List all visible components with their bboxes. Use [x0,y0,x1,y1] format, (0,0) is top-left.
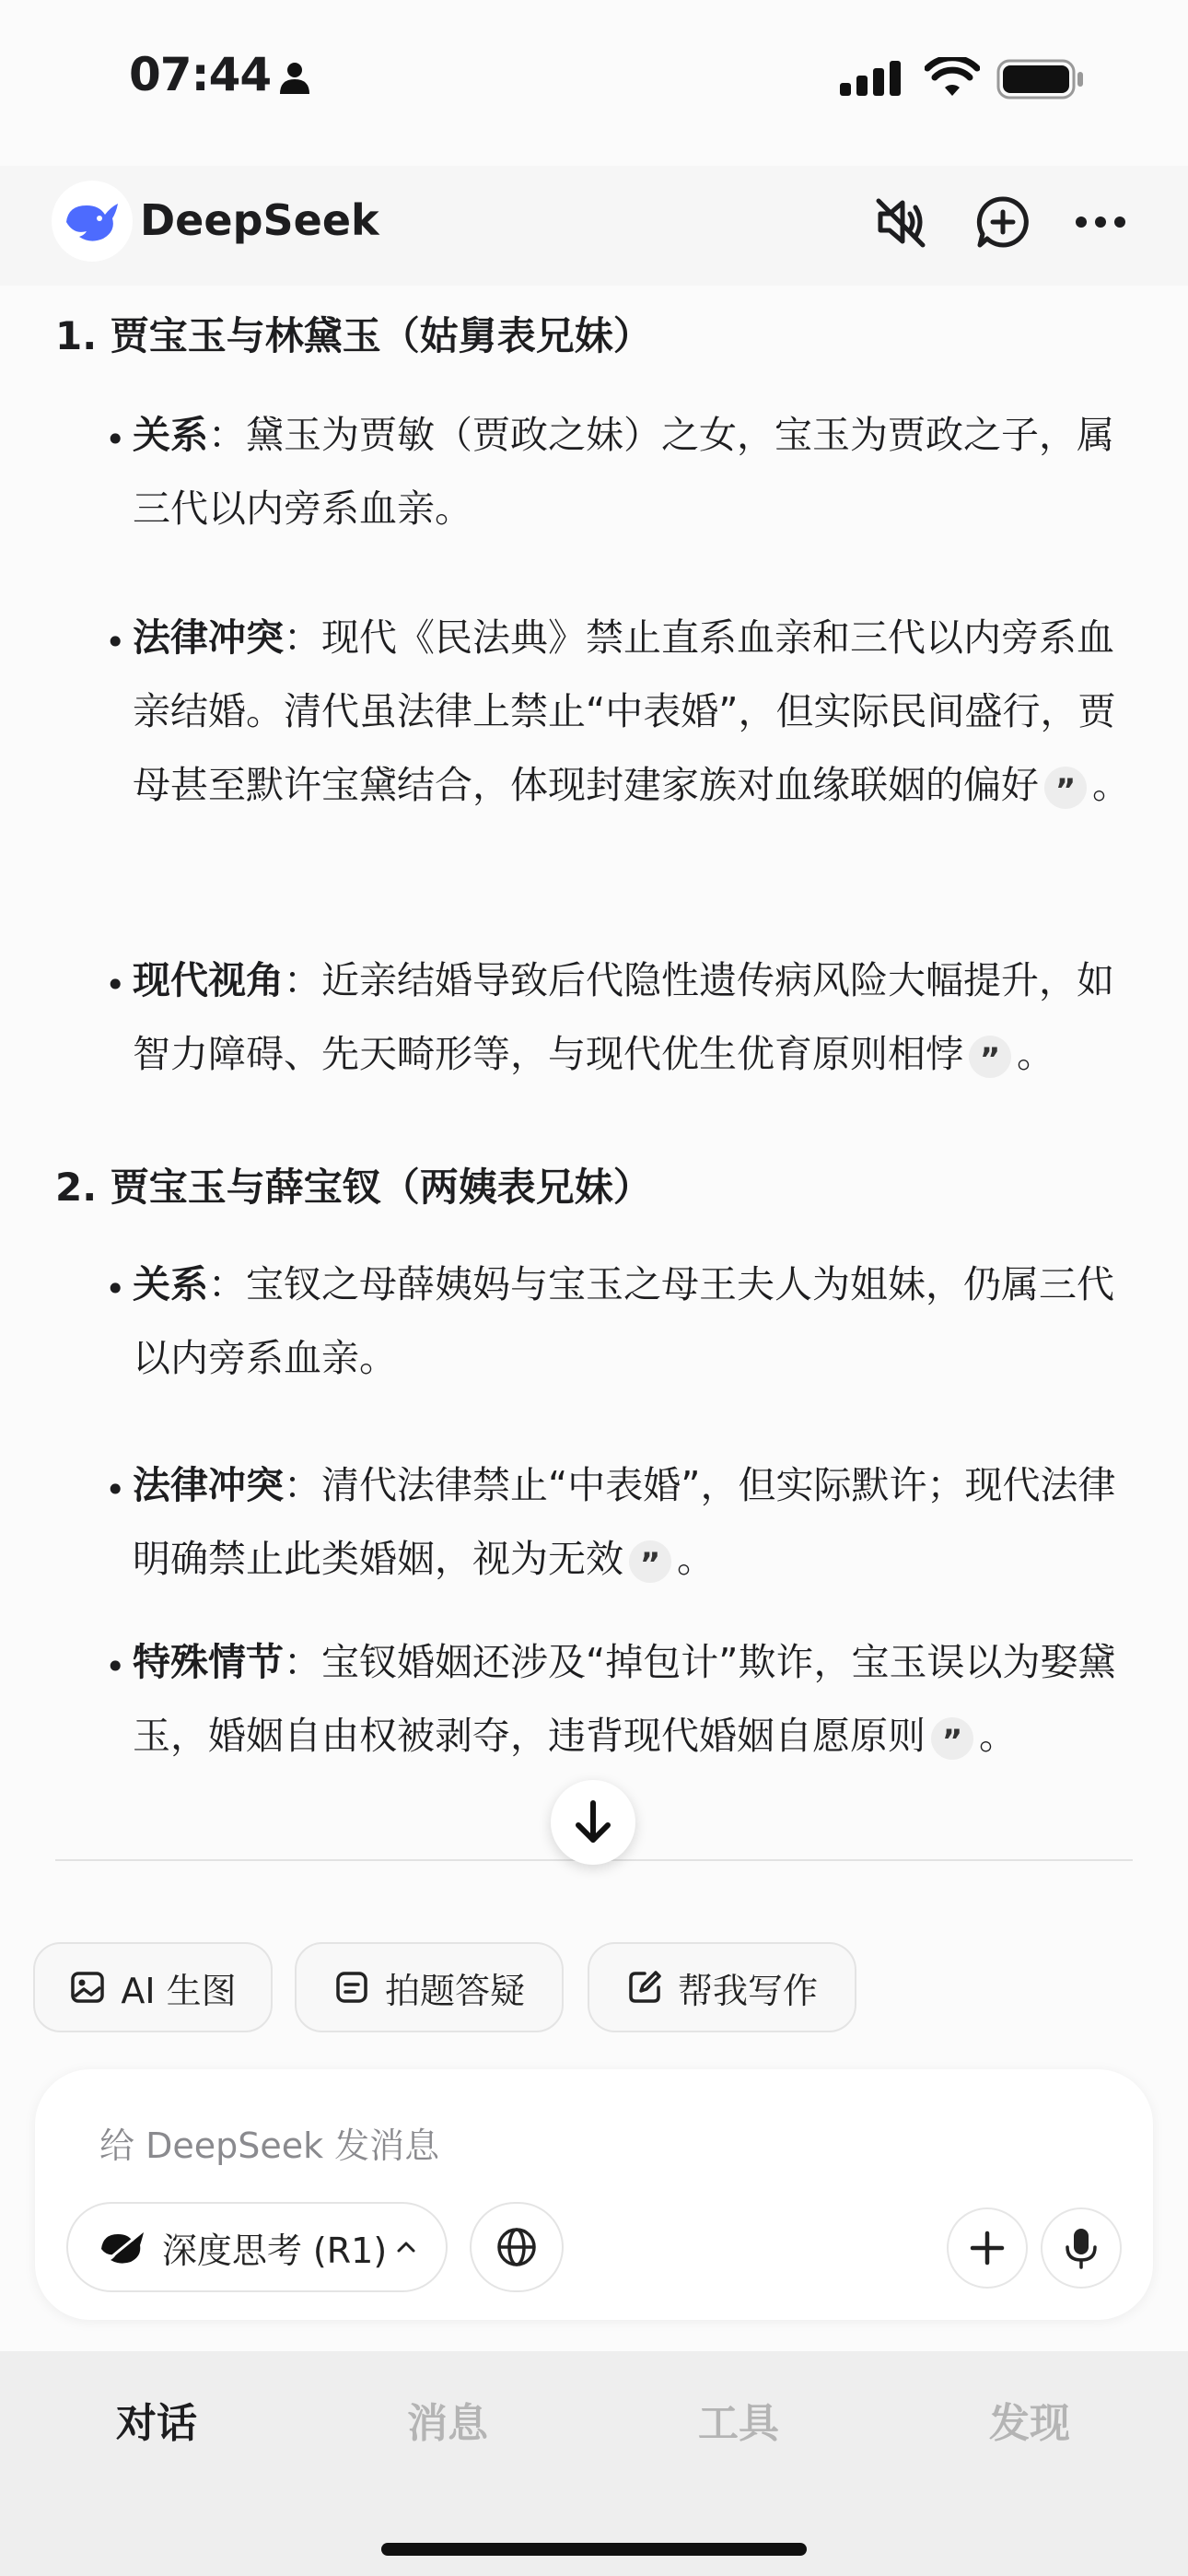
microphone-icon [1065,2227,1098,2269]
list-item [133,398,1136,545]
note-icon [333,1969,370,2006]
deep-think-toggle[interactable] [66,2202,448,2292]
item-label: 关系 [133,1262,208,1306]
ai-image-button[interactable] [33,1942,273,2032]
period: 。 [677,1537,715,1581]
photo-question-button[interactable] [295,1942,564,2032]
item-text: ：近亲结婚导致后代隐性遗传病风险大幅提升，如智力障碍、先天畸形等，与现代优生优育原则相悖 [133,958,1114,1076]
edit-icon [626,1969,663,2006]
message-input[interactable]: 给 DeepSeek 发消息 [99,2125,440,2166]
home-indicator [381,2543,807,2556]
tab-discover[interactable]: 发现 [989,2400,1070,2447]
section-title: 1. 贾宝玉与林黛玉（姑舅表兄妹） [55,313,652,358]
period: 。 [1017,1032,1054,1076]
citation-button[interactable]: ” [1044,767,1087,809]
list-item [133,1625,1136,1773]
item-text: ：宝钗之母薛姨妈与宝玉之母王夫人为姐妹，仍属三代以内旁系血亲。 [133,1262,1114,1380]
item-text: ：现代《民法典》禁止直系血亲和三代以内旁系血亲结婚。清代虽法律上禁止“中表婚”，但实际民间盛行，贾母甚至默许宝黛结合，体现封建家族对血缘联姻的偏好 [133,615,1116,807]
bullet-dot: • [105,1269,126,1309]
list-item [133,601,1136,822]
chip-label: 帮我写作 [677,1970,818,2011]
citation-button[interactable]: ” [969,1036,1011,1078]
cellular-signal-icon [840,61,904,101]
section-title: 2. 贾宝玉与薛宝钗（两姨表兄妹） [55,1165,652,1210]
tab-messages[interactable]: 消息 [407,2400,488,2447]
tab-tools[interactable]: 工具 [698,2400,779,2447]
period: 。 [979,1714,1017,1758]
bullet-dot: • [105,622,126,662]
mode-label: 深度思考 (R1) [161,2230,388,2271]
list-item [133,1448,1136,1596]
item-label: 法律冲突 [133,1463,284,1507]
battery-icon [996,59,1085,103]
deepseek-logo-icon [52,181,133,262]
voice-input-button[interactable] [1041,2207,1122,2289]
item-label: 关系 [133,413,208,457]
wifi-icon [925,57,980,101]
tab-chat[interactable]: 对话 [116,2400,197,2447]
item-label: 法律冲突 [133,615,284,660]
globe-icon [495,2226,538,2268]
bullet-dot: • [105,1469,126,1510]
bullet-dot: • [105,965,126,1005]
writing-help-button[interactable] [588,1942,856,2032]
list-item [133,1247,1136,1395]
chip-label: AI 生图 [121,1970,237,2011]
app-title: DeepSeek [140,195,379,245]
item-text: ：黛玉为贾敏（贾政之妹）之女，宝玉为贾政之子，属三代以内旁系血亲。 [133,413,1114,531]
deep-think-icon [98,2227,147,2267]
citation-button[interactable]: ” [931,1717,973,1760]
mute-speaker-icon[interactable] [869,192,930,252]
chevron-up-icon [396,2241,416,2254]
person-icon [278,61,311,98]
more-icon[interactable] [1070,192,1131,252]
bullet-dot: • [105,1646,126,1687]
plus-icon [969,2230,1006,2266]
period: 。 [1092,763,1130,807]
status-time: 07:44 [129,48,272,101]
list-item [133,943,1136,1091]
item-label: 现代视角 [133,958,284,1002]
item-text: ：清代法律禁止“中表婚”，但实际默许；现代法律明确禁止此类婚姻，视为无效 [133,1463,1116,1581]
scroll-to-bottom-button[interactable] [551,1780,635,1865]
image-icon [69,1969,106,2006]
arrow-down-icon [573,1799,613,1845]
citation-button[interactable]: ” [629,1540,671,1583]
web-search-toggle[interactable] [470,2202,564,2292]
item-text: ：宝钗婚姻还涉及“掉包计”欺诈，宝玉误以为娶黛玉，婚姻自由权被剥夺，违背现代婚姻自愿原则 [133,1640,1116,1758]
chip-label: 拍题答疑 [384,1970,525,2011]
item-label: 特殊情节 [133,1640,284,1684]
new-chat-icon[interactable] [973,192,1033,252]
bullet-dot: • [105,419,126,460]
add-attachment-button[interactable] [947,2207,1028,2289]
chat-content [0,286,1188,1870]
